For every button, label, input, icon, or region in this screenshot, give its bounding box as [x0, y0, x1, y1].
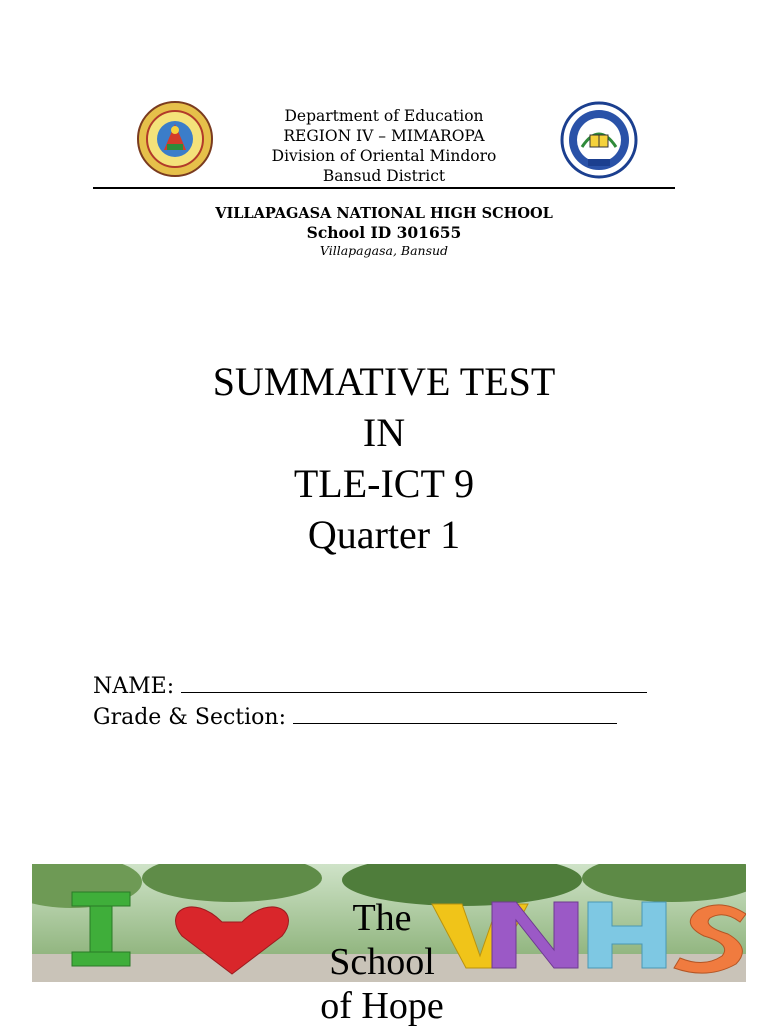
slogan-line-2: School	[329, 941, 435, 983]
title-line-2: IN	[362, 410, 406, 455]
school-id: School ID 301655	[306, 223, 462, 242]
banner-slogan	[282, 896, 482, 1028]
slogan-line-3: of Hope	[320, 985, 444, 1027]
name-field	[93, 672, 647, 701]
title-line-4: Quarter 1	[307, 512, 461, 557]
test-title	[84, 356, 684, 560]
grade-section-blank[interactable]	[293, 703, 617, 724]
grade-section-field	[93, 703, 617, 732]
deped-header	[234, 106, 534, 186]
villapagasa-nhs-seal-icon	[560, 101, 638, 179]
deped-division-seal-icon	[136, 100, 214, 178]
slogan-line-1: The	[352, 897, 412, 939]
name-blank[interactable]	[181, 672, 647, 693]
header-line-division: Division of Oriental Mindoro	[271, 147, 497, 165]
header-line-department: Department of Education	[284, 107, 484, 125]
title-line-3: TLE-ICT 9	[293, 461, 475, 506]
school-location: Villapagasa, Bansud	[319, 243, 449, 258]
grade-section-label: Grade & Section:	[93, 705, 286, 730]
header-line-region: REGION IV – MIMAROPA	[283, 127, 485, 145]
title-line-1: SUMMATIVE TEST	[212, 359, 556, 404]
name-label: NAME:	[93, 674, 175, 699]
header-line-district: Bansud District	[322, 167, 446, 185]
header-divider	[93, 187, 675, 189]
school-name: VILLAPAGASA NATIONAL HIGH SCHOOL	[215, 205, 553, 222]
